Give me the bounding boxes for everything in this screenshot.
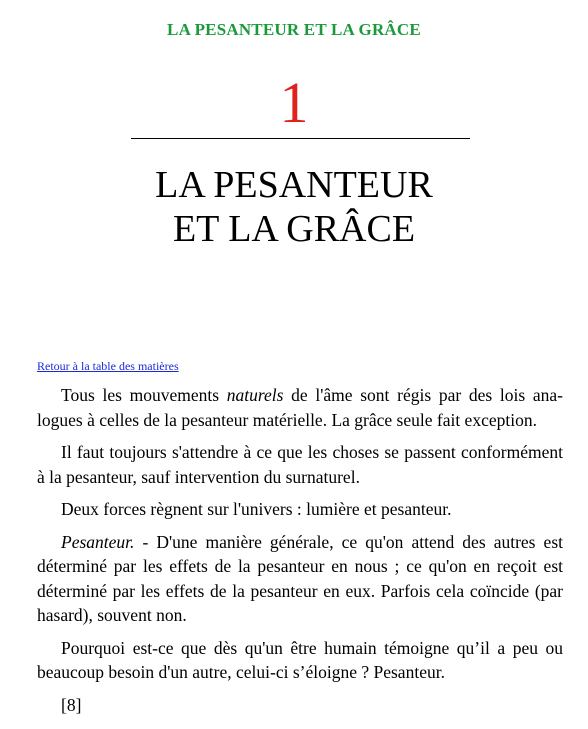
paragraph-4-italic: Pesanteur. [61, 531, 135, 552]
paragraph-1-end: de l'âme sont régis par des lois analogues à celles de la pesanteur matérielle. La grâce seule fait exception. [37, 385, 563, 430]
paragraph-4-end: - D'une manière générale, ce qu'on attend des autres est déterminé par les effets de la pesanteur en nous ; ce qu'on en reçoit est déterminé par les effets de la pesanteur en eux. Parfois cela coïncide (par hasard), souvent non. [37, 531, 563, 625]
paragraph-2: Il faut toujours s'attendre à ce que les choses se passent conformément à la pesanteur, sauf intervention du surnaturel. [37, 442, 563, 487]
paragraph-1-start: Tous les mouvements [61, 385, 227, 405]
body-text [37, 383, 563, 725]
toc-return-link[interactable]: Retour à la table des matières [37, 359, 179, 373]
paragraph-4 [37, 530, 563, 628]
paragraph-1-italic: naturels [226, 385, 284, 405]
page-reference: [8] [61, 694, 82, 715]
chapter-title [0, 163, 588, 251]
chapter-title-line-2: ET LA GRÂCE [172, 208, 416, 250]
paragraph-3: Deux forces règnent sur l'univers : lumière et pesanteur. [61, 499, 452, 519]
running-head: LA PESANTEUR ET LA GRÂCE [167, 20, 421, 39]
paragraph-1 [37, 383, 563, 432]
paragraph-5: Pourquoi est-ce que dès qu'un être humain témoigne qu’il a peu ou beaucoup besoin d'un autre, celui-ci s’éloigne ? Pesanteur. [37, 637, 563, 682]
title-divider [131, 138, 470, 139]
chapter-title-line-1: LA PESANTEUR [155, 164, 433, 206]
chapter-number: 1 [279, 70, 309, 135]
